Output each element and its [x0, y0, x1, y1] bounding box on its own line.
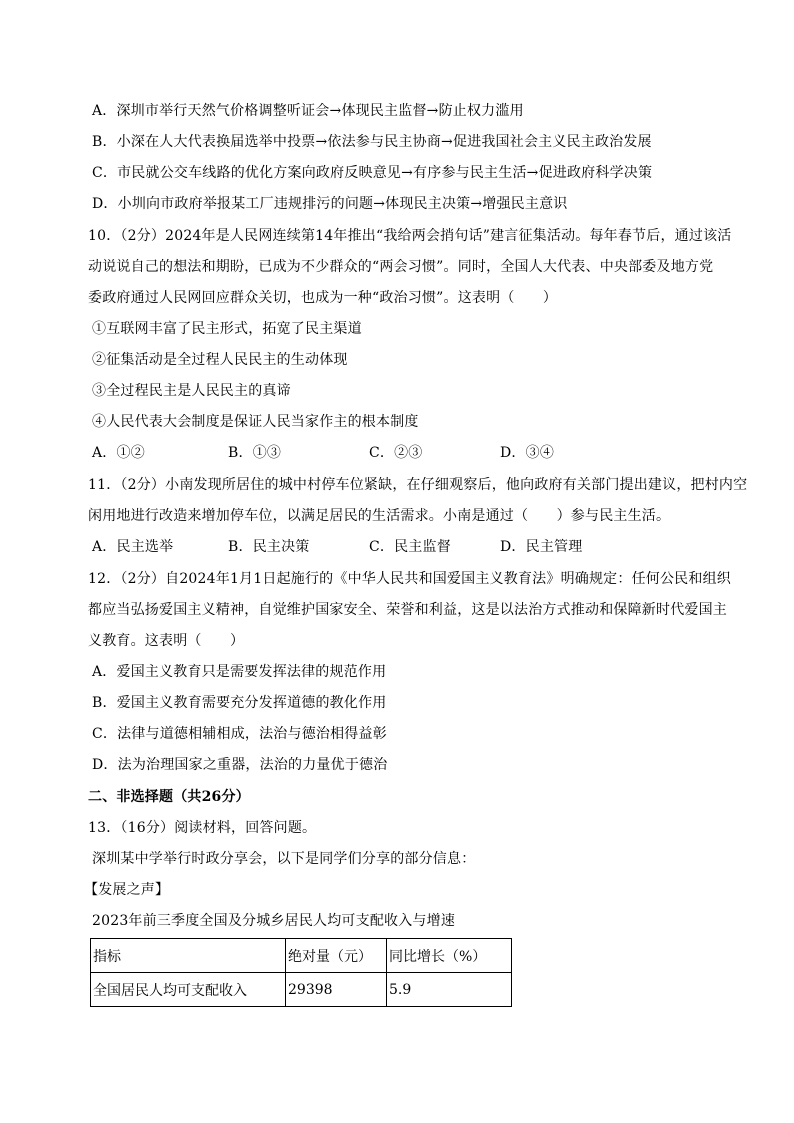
income-table — [90, 938, 512, 1007]
table-cell: 29398 — [286, 973, 387, 1007]
table-header-cell: 指标 — [91, 939, 286, 973]
q11-option-b: B．民主决策 — [228, 539, 310, 555]
table-header-cell: 绝对量（元） — [286, 939, 387, 973]
q12-stem-line-2: 都应当弘扬爱国主义精神，自觉维护国家安全、荣誉和利益，这是以法治方式推动和保障新时代爱国主 — [88, 602, 727, 618]
q10-statement-4: ④人民代表大会制度是保证人民当家作主的根本制度 — [92, 414, 419, 430]
table-cell: 5.9 — [387, 973, 512, 1007]
q9-option-c: C．市民就公交车线路的优化方案向政府反映意见→有序参与民主生活→促进政府科学决策 — [92, 165, 653, 181]
q10-statement-3: ③全过程民主是人民民主的真谛 — [92, 383, 291, 399]
q12-stem-line-1: 12．（2分）自2024年1月1日起施行的《中华人民共和国爱国主义教育法》明确规定：任何公民和组织 — [88, 571, 731, 587]
q12-option-c: C．法律与道德相辅相成，法治与德治相得益彰 — [92, 726, 387, 742]
q13-intro: 深圳某中学举行时政分享会，以下是同学们分享的部分信息： — [92, 851, 476, 867]
q10-option-a: A．①② — [92, 445, 145, 461]
q12-stem-line-3: 义教育。这表明（ ） — [88, 633, 245, 649]
q11-stem-line-1: 11．（2分）小南发现所居住的城中村停车位紧缺，在仔细观察后，他向政府有关部门提出建议，把村内空 — [88, 477, 748, 493]
q12-option-b: B．爱国主义教育需要充分发挥道德的教化作用 — [92, 695, 387, 711]
table-header-cell: 同比增长（%） — [387, 939, 512, 973]
q10-option-c: C．②③ — [369, 445, 423, 461]
q10-statement-2: ②征集活动是全过程人民民主的生动体现 — [92, 352, 348, 368]
table-header-row — [91, 939, 512, 973]
q13-subheading: 【发展之声】 — [84, 882, 170, 898]
q12-option-d: D．法为治理国家之重器，法治的力量优于德治 — [92, 757, 388, 773]
q9-option-b: B．小深在人大代表换届选举中投票→依法参与民主协商→促进我国社会主义民主政治发展 — [92, 134, 652, 150]
q13-stem: 13．（16分）阅读材料，回答问题。 — [88, 820, 317, 836]
q10-statement-1: ①互联网丰富了民主形式，拓宽了民主渠道 — [92, 321, 362, 337]
q10-stem-line-2: 动说说自己的想法和期盼，已成为不少群众的“两会习惯”。同时，全国人大代表、中央部委及地方党 — [88, 259, 714, 275]
q10-option-b: B．①③ — [228, 445, 282, 461]
q11-option-d: D．民主管理 — [500, 539, 583, 555]
q11-option-a: A．民主选举 — [92, 539, 174, 555]
q11-stem-line-2: 闲用地进行改造来增加停车位，以满足居民的生活需求。小南是通过（ ）参与民主生活。 — [88, 508, 671, 524]
q10-stem-line-1: 10．（2分）2024年是人民网连续第14年推出“我给两会捎句话”建言征集活动。每年春节后，通过该活 — [88, 228, 732, 244]
q12-option-a: A．爱国主义教育只是需要发挥法律的规范作用 — [92, 664, 387, 680]
q11-option-c: C．民主监督 — [369, 539, 451, 555]
table-cell: 全国居民人均可支配收入 — [91, 973, 286, 1007]
q9-option-a: A．深圳市举行天然气价格调整听证会→体现民主监督→防止权力滥用 — [92, 103, 524, 119]
section-2-heading: 二、非选择题（共26分） — [88, 789, 250, 805]
q10-option-d: D．③④ — [500, 445, 555, 461]
table-row — [91, 973, 512, 1007]
q10-stem-line-3: 委政府通过人民网回应群众关切，也成为一种“政治习惯”。这表明（ ） — [88, 290, 558, 306]
q9-option-d: D．小圳向市政府举报某工厂违规排污的问题→体现民主决策→增强民主意识 — [92, 196, 568, 212]
q13-table-caption: 2023年前三季度全国及分城乡居民人均可支配收入与增速 — [92, 913, 456, 929]
